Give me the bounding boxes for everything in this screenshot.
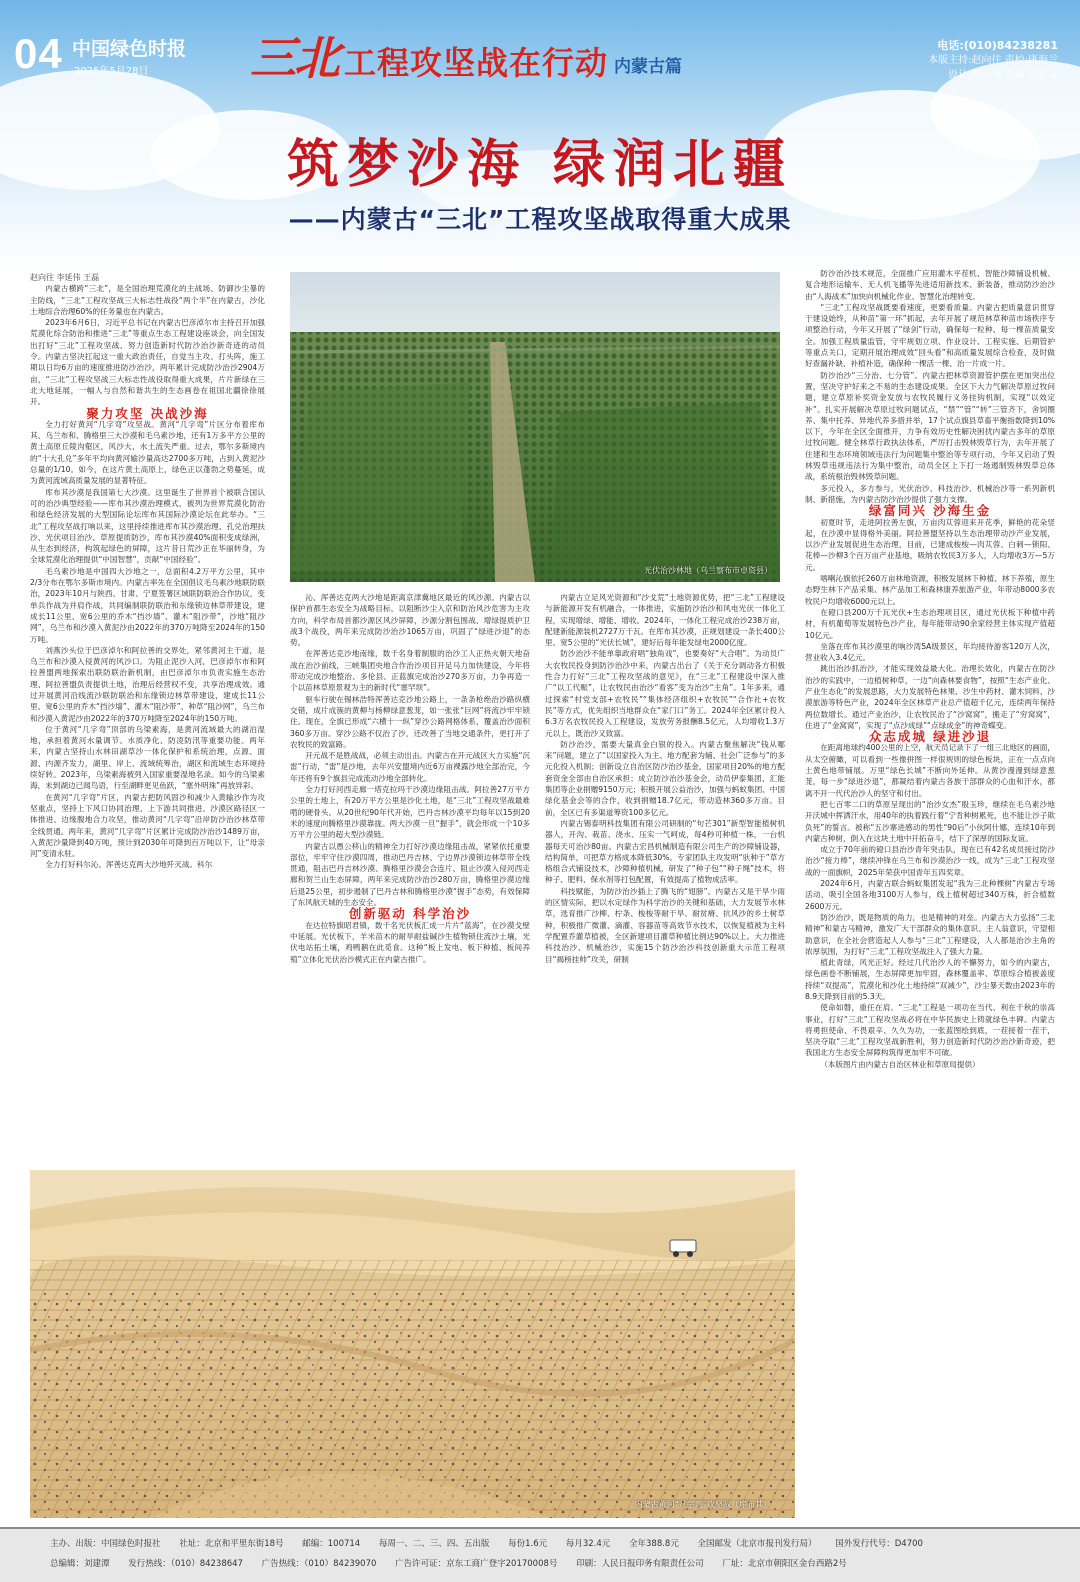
footer-circulation-hotline: 发行热线：（010）84238647 [128,1559,243,1569]
footer-schedule: 每周一、二、三、四、五出版 [378,1539,490,1549]
section-heading-2: 创新驱动 科学治沙 [348,906,472,922]
article-paragraph: 成立于70年前的磴口县治沙青年突击队，现在已有42名成员接过防沙治沙“接力棒”，继续冲锋在乌兰布和沙漠治沙一线，成为“三北”工程攻坚战的一面旗帜，2025年荣获中国青年五四奖章。 [805,845,1055,877]
forest-aerial-photo [290,272,780,582]
article-paragraph: 内蒙古横跨“三北”，是全国治理荒漠化的主战场、防御沙尘暴的主防线，“三北”工程攻坚战三大标志性战役“两个半”在内蒙古，沙化土地综合治理60%的任务量也在内蒙古。 [30,284,265,316]
article-paragraph: 位于黄河“几字弯”顶部的乌梁素海，是黄河流域最大的湖泊湿地，承担着黄河水量调节、水质净化、防凌防汛等重要功能。两年来，内蒙古坚持山水林田湖草沙一体化保护和系统治理，点源、面源、内源齐发力，湖里、岸上、流域统筹治，湖区和流域生态环境持续好转。2023年，乌梁素海被列入国家重要湿地名录。如今的乌梁素海，未到湖边已闻鸟语，行至湖畔更见鱼跃，“塞外明珠”再放异彩。 [30,724,265,791]
section-heading-4: 众志成城 绿进沙退 [868,729,992,745]
footer-distribution: 全国邮发（北京市报刊发行局） [697,1539,817,1549]
footer-row-1 [50,1537,939,1549]
footer-printer: 印刷：人民日报印务有限责任公司 [576,1559,704,1569]
article-paragraph: 在距离地球约400公里的上空，航天员记录下了一组三北地区的画面，从太空俯瞰，可以看到一些像拼图一样很规则的绿色板块，正在一点点向土黄色地带铺展。万里“绿色长城”不断向外延伸。从黄沙漫漫到绿意葱茏，每一步“绿进沙退”，都凝结着内蒙古各族干部群众的心血和汗水，都离不开一代代治沙人的坚守和付出。 [805,743,1055,798]
editor-line-1: 本版主持:赵向往 责校:康海兰 [928,55,1058,66]
page-headline: 筑梦沙海 绿润北疆 [286,134,794,195]
footer-price-year: 全年388.8元 [629,1539,679,1549]
article-paragraph: 内蒙古锡泰明科技集团有限公司研制的“句芒301”新型智能植树机器人，开沟、栽苗、浇水、压实一气呵成，每4秒可种植一株，一台机器每天可治沙80亩。内蒙古宏昌机械制造有限公司生产的沙障铺设器，结构简单，可把草方格成本降低30%。专家团队主攻发明“驮种于”草方格组合式铺设技术，沙障种植机械，研发了“种子包”“种子绳”技术，将种子、肥料、保水剂等打包配置，有效提高了植物成活率。 [545,818,785,885]
footer-price-month: 每月32.4元 [565,1539,611,1549]
article-paragraph: 毛乌素沙地是中国四大沙地之一，总面积4.2万平方公里，其中2/3分布在鄂尔多斯市境内。内蒙古率先在全国倡议毛乌素沙地联防联治，2023年10月与陕西、甘肃、宁夏签署区域联防联治合作协议，变单兵作战为并肩作战，共同编制联防联治和东缘锁边林草带建设，建成长11公里、宽6公里的乔木“挡沙墙”、灌木“阻沙带”，沙地“阻沙网”，乌兰布和沙漠入黄泥沙由2022年的370万吨降至2024年的150万吨。 [30,566,265,644]
page-number: 04 [14,30,63,77]
footer-price-single: 每份1.6元 [508,1539,548,1549]
article-byline: 赵向往 李延伟 王磊 [30,273,100,282]
article-paragraph: 在磴口县200万千瓦光伏+生态治理项目区，通过光伏板下种植中药材，有机葡萄等发展特色沙产业，每年能带动90余家经营主体实现产值超10亿元。 [805,607,1055,640]
article-paragraph: 防沙治沙，需要大量真金白银的投入。内蒙古聚焦解决“钱从哪来”问题，建立了“以国家投入为主、地方配套为辅、社会广泛参与”的多元化投入机制；创新设立自治区防沙治沙基金，国家项目20%的地方配套资金全部由自治区承担；成立防沙治沙基金会，动员伊泰集团、汇能集团等企业捐赠9150万元；积极开展公益治沙，加强与蚂蚁集团、中国绿化基金会等的合作，收到捐赠18.7亿元，带动造林360多万亩。目前，全区已有多渠道筹资100多亿元。 [545,739,785,817]
article-paragraph: 内蒙古立足风光资源和“沙戈荒”土地资源优势，把“三北”工程建设与新能源开发有机融合，一体推进，实施防沙治沙和风电光伏一体化工程，实现增绿、增能、增收。2024年，一体化工程完成治沙238万亩，配建新能源装机2727万千瓦。在库布其沙漠，正规划建设一条长400公里、宽5公里的“光伏长城”，建好后每年能发绿电2000亿度。 [545,593,785,648]
footer-row-2 [50,1557,863,1569]
page-subheadline: ——内蒙古“三北”工程攻坚战取得重大成果 [288,205,792,234]
footer-address: 社址：北京和平里东街18号 [179,1539,284,1549]
article-paragraph: 科技赋能，为防沙治沙插上了腾飞的“翅膀”。内蒙古又是干旱少雨的区情实际，把以水定绿作为科学治沙的关键和基础，大力发展节水林草，选育推广沙柳、柠条、梭梭等耐干旱、耐贫瘠、抗风沙的乡土树草种，积极推广微灌、滴灌、容器苗等高效节水技术，以恢复植被为主科学配置乔灌草植被，全区新建项目灌草种植比例达90%以上。大力推进科技治沙、机械治沙，实施15个防沙治沙科技创新重大示范工程项目“揭榜挂帅”攻关，研制 [545,886,785,964]
article-paragraph: 多元投入，多方参与，光伏治沙、科技治沙、机械治沙等一系列新机制、新措施，为内蒙古防沙治沙提供了强力支撑。 [805,483,1055,504]
editor-line-2: 设计:苏小曼 美编:张宪双 [948,70,1058,81]
article-paragraph: 刘燕沙头位于巴彦淖尔和阿拉善的交界处，紧邻黄河主干道，是乌兰布和沙漠入侵黄河的风沙口。为阻止泥沙入河，巴彦淖尔市和阿拉善盟两地探索出联防联治新机制，由巴彦淖尔市负责实施生态治理、阿拉善盟负责提供土地，治理后经营权不变，共享治理成效。通过开展黄河沿线流沙联防联治和东缘锁边林草带建设，建成长11公里、宽6公里的乔木“挡沙墙”、灌木“阻沙带”、种草“阻沙网”，乌兰布和沙漠入黄泥沙由2022年的370万吨降至2024年的150万吨。 [30,645,265,723]
article-paragraph: 把七百零二口的草原呈现出的“治沙女杰”殷玉珍，继续在毛乌素沙地开沃城中挥洒汗水，用40年的执着践行着“宁肯种树累死，也不能让沙子欺负死”的誓言。被称“五沙寨进感动的男性“90后”小伙阿什娜，连续10年到内蒙古种树，倒入在这块土地中开拓奋斗，结下了深厚的国际友谊。 [805,799,1055,843]
footer-ad-license: 广告许可证：京东工商广登字20170008号 [395,1559,558,1569]
article-column-1 [30,272,265,1162]
article-paragraph: “三北”工程攻坚战既要看速度，更要看质量。内蒙古把质量意识贯穿于建设始终，从种苗“第一环”抓起，去年开展了规范林草种苗市场秩序专项整治行动，今年又开展了“绿剑”行动，确保每一粒种、每一棵苗质量安全。加强工程质量监管，守牢规划立项、作业设计、工程实施、后期管护等重点关口，定期开展治理成效“回头看”和高质量发展综合检查，及时做好查漏补缺、补植补造，确保种一棵活一棵、治一片成一片。 [805,302,1055,369]
article-paragraph: 开元战不是胜战战，必须主动出击。内蒙古在开元战区大力实施“沉雷”行动，“雷”是沙地，去年兴安盟境内近6万亩裸露沙地全部治完，今年还将有9个旗县完成流动沙地全部转化。 [290,751,530,783]
article-paragraph: 防沙治沙不能单靠政府唱“独角戏”，也要奏好“大合唱”。为动员广大农牧民投身到防沙治沙中来，内蒙古出台了《关于充分调动各方积极性合力打好“三北”工程攻坚战的意见》，在“三北”工程建设中深入推广“以工代赈”，让农牧民由治沙“看客”变为治沙“主角”。1年多来，通过探索“村党支部+农牧民”“集体经济组织+农牧民”“合作社+农牧民”等方式，优先组织当地群众在“家门口”务工。2024年全区累计投入6.3万名农牧民投入工程建设，发放劳务报酬8.5亿元，人均增收1.3万元以上，既治沙又致富。 [545,649,785,738]
article-paragraph: 全力打好科尔沁、浑善达克两大沙地歼灭战。科尔 [45,860,213,870]
section-subtitle: 内蒙古篇 [614,57,683,77]
article-column-3 [545,592,785,1157]
footer-editor-in-chief: 总编辑：刘建潭 [50,1559,110,1569]
article-paragraph: 坐落在库布其沙漠里的响沙湾5A级景区，年均接待游客120万人次，营业收入3.4亿元。 [805,641,1055,663]
top-photo-caption: 光伏治沙林地（乌兰察布市卓资县） [644,566,772,575]
footer-ad-hotline: 广告热线：（010）84239070 [261,1559,377,1569]
section-sanbei-logo: 三北 [250,31,338,85]
article-paragraph: 使命如磐，重任在肩。“三北”工程是一项功在当代、利在千秋的崇高事业，打好“三北”工程攻坚战必将在中华民族史上铸就绿色丰碑。内蒙古将勇担使命、不畏艰辛、久久为功，一张蓝图绘到底，一茬接着一茬干，坚决夺取“三北”工程攻坚战新胜利，努力创造新时代防沙治沙新奇迹，把我国北方生态安全屏障构筑得更加牢不可破。 [805,1003,1055,1058]
article-paragraph: 跳出治沙抓治沙，才能实现效益最大化。治理长效化，内蒙古在防沙治沙的实践中，一边植树种草，一边“向森林要食物”，按照“生态产业化、产业生态化”的发展思路，大力发展特色林果、沙生中药材、灌木饲料、沙漠旅游等特色产业，2024年全区林草产业总产值超千亿元，连续两年保持两位数增长。通过产业治沙，让农牧民治了“沙窝窝”，搬走了“穷窝窝”，住进了“金窝窝”，实现了“点沙成绿”“点绿成金”的神奇蝶变。 [805,664,1055,730]
article-paragraph: 防沙治沙，既是物质的角力，也是精神的对垒。内蒙古大力弘扬“三北精神”和蒙古马精神，激发广大干部群众的集体意识、主人翁意识，守望相助意识，在全社会营造起人人参与“三北”工程建设，人人都是治沙主角的浓厚氛围，为打好“三北”工程攻坚战注入了强大力量。 [805,912,1055,956]
newspaper-masthead: 中国绿色时报 [72,38,187,60]
article-paragraph: 在达拉特旗昭君镇，数千名光伏板汇成一片片“蓝海”，在沙漠戈壁中延展。光伏板下，羊米苗木的耐旱耐盐碱沙生植物锁住流沙土壤，光伏电站拓土壤，鸡鸭鹅在此觅食。这种“板上发电、板下种植、板间养殖”立体化光伏治沙模式正在内蒙古推广。 [290,920,530,964]
page-footer [0,1527,1080,1582]
photo-credit: （本版图片由内蒙古自治区林业和草原局提供） [820,1059,980,1069]
article-column-2 [290,592,530,1157]
article-paragraph: 沁、浑善达克两大沙地是距离京津冀地区最近的风沙源。内蒙古以保护首都生态安全为战略目标，以阻断沙尘入京和防治风沙危害为主攻方向，科学布局首都沙源区风沙屏障，沙源分割包围战、增绿提质护卫战3个战役，两年来完成防沙治沙1065万亩，巩固了“绿进沙退”的态势。 [290,593,530,648]
desert-photo-illustration [30,1170,795,1518]
article-paragraph: 喀喇沁旗依托260万亩林地资源，积极发展林下种植、林下养殖，原生态野生林下产品采集、林产品加工和森林康养旅游产业，年带动8000多农牧民户均增收6000元以上。 [805,574,1055,606]
footer-postcode: 邮编：100714 [302,1539,361,1549]
section-heading-3: 绿富同兴 沙海生金 [868,503,992,519]
section-banner [250,26,682,86]
article-paragraph: 防沙治沙技术规范，全面推广应用灌木平茬机、智能沙障铺设机械、复合地形运输车、无人机飞播等先进适用新技术、新装备，推动防沙治沙由“人海战术”加快向机械化作业、智慧化治理转变。 [805,269,1055,301]
footer-printer-address: 厂址：北京市朝阳区金台西路2号 [722,1559,847,1569]
section-title: 工程攻坚战在行动 [344,44,609,82]
article-paragraph: 植此青绿，风光正好。经过几代治沙人的不懈努力，如今的内蒙古，绿色画卷不断铺展，生态屏障更加牢固，森林覆盖率、草原综合植被盖度持续“双提高”，荒漠化和沙化土地持续“双减少”，沙尘暴天数由2023年的8.9天降到目前的5.3天。 [805,958,1055,1001]
article-paragraph: 内蒙古以愚公移山的精神全力打好沙漠边缘阻击战，紧紧依托重要部位，牢牢守住沙漠四周，推动巴丹吉林、宁边界沙漠锁边林草带全线贯通，阻击巴丹吉林沙漠、腾格里沙漠会合连片、阻止沙漠入侵河西走廊和贺兰山生态屏障，两年来完成防沙治沙280万亩，腾格里沙漠边缘后退25公里，初步遏制了巴丹吉林和腾格里沙漠“握手”态势，有效保障了东风航天城的生态安全。 [290,841,530,908]
article-paragraph: 在黄河“几字弯”片区，内蒙古把防风固沙和减少入黄输沙作为攻坚重点，坚持上下风口协同治理、上下游共同推进、沙漠区路径区一体推进、边缘腹地合力攻坚，推动黄河“几字弯”沿岸防沙治沙林草带全线贯通。两年来，黄河“几字弯”片区累计完成防沙治沙1489万亩，入黄泥沙量降到40万吨，预计到2030年可降到百万吨以下，让“母亲河”变清永驻。 [30,792,265,859]
article-column-4 [805,268,1055,1516]
desert-planting-photo [30,1170,795,1518]
issue-date: 2025年5月28日 [74,66,149,77]
editor-phone: 电话:(010)84238281 [937,39,1058,52]
article-paragraph: 2024年6月，内蒙古联合蚂蚁集团发起“我为三北种棵树”内蒙古专场活动，吸引全国各地3100万人参与，线上植树超过340万株，折合植数2600万元。 [805,879,1055,911]
forest-photo-illustration [290,272,780,582]
bottom-photo-caption: 内蒙古黄河“几字弯”攻坚战（库布其） [634,1500,771,1509]
article-paragraph: 库布其沙漠是我国第七大沙漠。这里诞生了世界首个被联合国认可的治沙典型经验——库布其沙漠治理模式，被列为世界荒漠化防治和绿色经济发展的大型国际论坛库布其国际沙漠论坛在此举办。“三北”工程攻坚战打响以来，这里持续推进库布其沙漠治理、孔兑治理扶沙、光伏项目治沙、草原提质防沙，库布其沙漠40%面积变成绿洲，从生态到经济，构筑起绿色的屏障，这片昔日荒沙正在华丽转身，为全球荒漠化治理提供“中国智慧”，贡献“中国经验”。 [30,487,265,565]
editor-info [928,38,1058,83]
article-paragraph: 驱车行驶在锡林浩特浑善达克沙地公路上，一条条枪绝治沙路纵横交错，成片成簇的黄柳与杨柳绿意葱茏，如一张张“巨网”将流沙牢牢锁住。现在，全旗已形成“六横十一纵”穿沙公路网格体系，覆盖治沙面积360多万亩。穿沙公路不仅治了沙，还改善了当地交通条件，更打开了农牧民的致富路。 [290,694,530,749]
article-paragraph: 在浑善达克沙地南缘，数千名身着制服的治沙工人正热火朝天地奋战在治沙前线，三峡集团央地合作治沙项目开足马力加快建设，今年将带动完成沙地整治、多伦县、正蓝旗完成治沙270多万亩，力争再造一个以苗林草原景观为主的新时代“塞罕坝”。 [290,649,530,693]
article-paragraph: 全力打好黄河“几字弯”攻坚战。黄河“几字弯”片区分布着库布其、乌兰布和、腾格里三大沙漠和毛乌素沙地，还有1万多平方公里的黄土高原丘陵沟壑区，风沙大、水土流失严重。过去，鄂尔多斯境内的“十大孔兑”多年平均向黄河输沙量高达2700多万吨，占到入黄泥沙总量的1/10。如今，在这片黄土高原上，绿色正以蓬勃之势蔓延，成为黄河流域高质量发展的显著特征。 [30,419,265,486]
footer-sponsor: 主办、出版：中国绿色时报社 [50,1539,161,1549]
article-paragraph: 2023年6月6日，习近平总书记在内蒙古巴彦淖尔市主持召开加强荒漠化综合防治和推进“三北”等重点生态工程建设座谈会，向全国发出打好“三北”工程攻坚战、努力创造新时代防沙治沙新奇迹的动员令。内蒙古坚决扛起这一重大政治责任，自觉当主攻、打头阵，施工期以日均6万亩的速度推进防沙治沙，两年累计完成防沙治沙2904万亩，“三北”工程攻坚战三大标志性战役取得重大成果，片片新绿在三北大地延展，一幅人与自然和谐共生的生态画卷在祖国北疆徐徐展开。 [30,318,265,407]
article-paragraph: 防沙治沙“三分治、七分管”。内蒙古把林草资源管护摆在更加突出位置，坚决守护好来之不易的生态建设成果。全区下大力气解决草原过牧问题，建立草原补奖资金发放与农牧民履行义务挂钩机制，实现“以效定补”。扎实开展解决草原过牧问题试点，“禁”“管”“转”三管齐下，舍饲圈养、集中托养、异地代养多措并举，17个试点旗县草畜平衡指数降到10%以下，今年在全区全面推开，力争有效历史性解决困扰内蒙古多年的草原过牧问题。健全林草行政执法体系，严厉打击毁林毁草行为，去年开展了住建和生态环境领域违法行为问题集中整治等专项行动，今年又启动了毁林毁草违规违法行为集中整治，动员全区上下打一场遏制毁林毁草总体战，系统根治毁林毁草问题。 [805,370,1055,482]
footer-intl-code: 国外发行代号：D4700 [835,1539,923,1549]
article-paragraph: 全力打好河西走廊一塔克拉玛干沙漠边缘阻击战。阿拉善27万平方公里的土地上，有20万平方公里是沙化土地，是“三北”工程攻坚战最难啃的硬骨头。从20世纪90年代开始，巴丹吉林沙漠平均每年以15到20米的速度向腾格里沙漠靠拢。两大沙漠一旦“握手”，就会形成一个10多万平方公里的超大型沙漠链。 [290,785,530,840]
section-heading-1: 聚力攻坚 决战沙海 [86,405,209,421]
article-paragraph: 初夏时节，走进阿拉善左旗，万亩肉苁蓉迎来开花季，鲜艳的花朵竖起，在沙漠中显得格外美丽。阿拉善盟坚持以生态治理带动沙产业发展，以沙产业发展促进生态治理，目前，已建成梭梭—肉苁蓉、白刺—锁阳、花棒—沙柳3个百万亩产业基地，吸纳农牧民3万多人，人均增收3万—5万元。 [805,517,1055,572]
